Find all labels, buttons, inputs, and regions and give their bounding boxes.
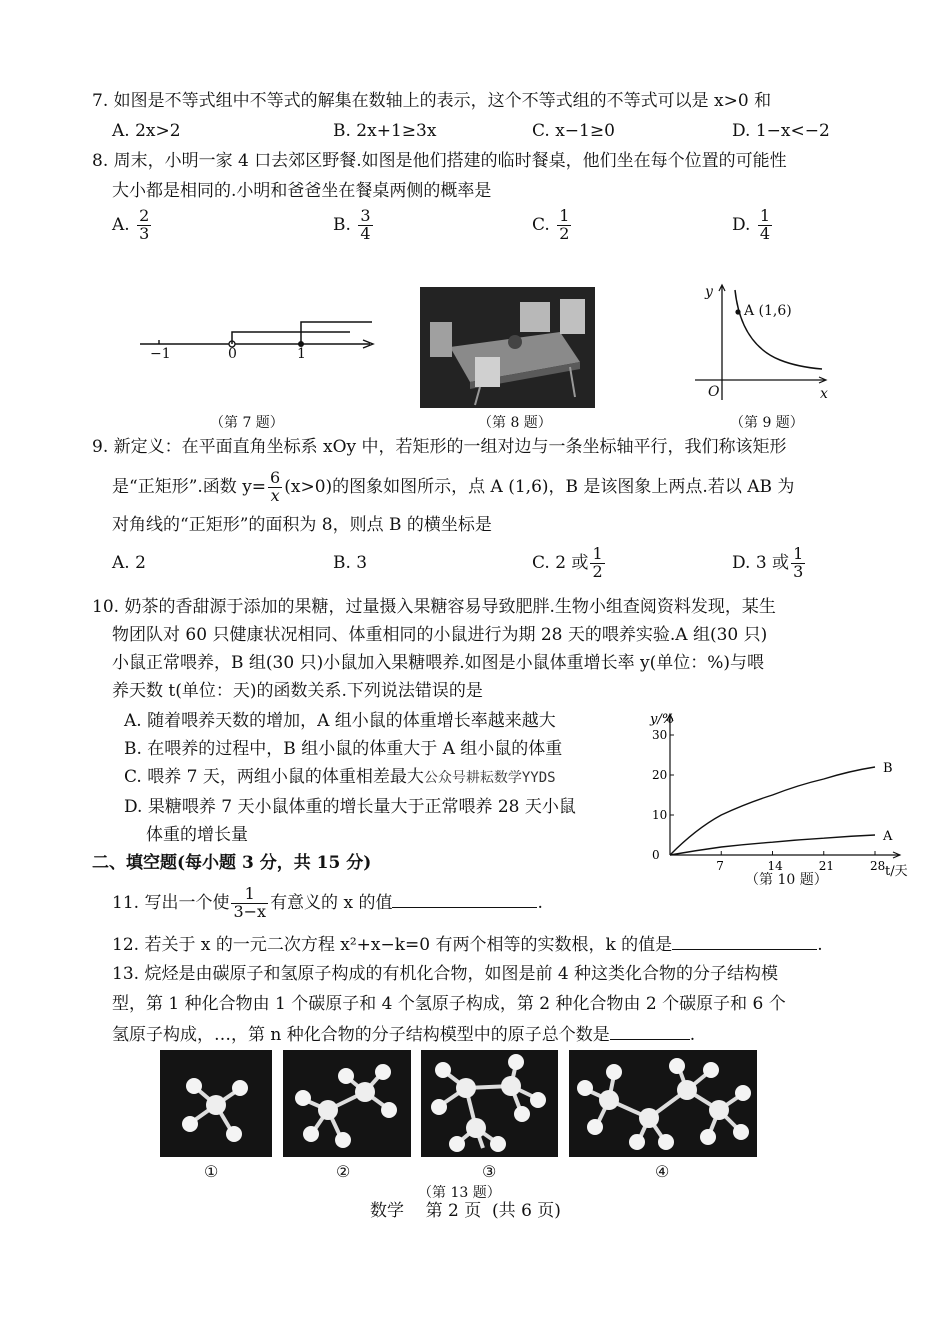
q10-weight-growth-chart <box>640 705 920 885</box>
q7-option-b: B. 2x+1≥3x <box>333 121 437 141</box>
q8-option-c: C. $\frac{1}{2}$ <box>532 206 570 243</box>
q13-caption: （第 13 题） <box>418 1185 501 1201</box>
molecule-label-4: ④ <box>655 1162 670 1181</box>
molecule-label-2: ② <box>336 1162 351 1181</box>
y-tick-label-10: 10 <box>652 808 668 822</box>
q10-line3: 小鼠正常喂养，B 组(30 只)小鼠加入果糖喂养.如图是小鼠体重增长率 y(单位：%)与喂 <box>112 653 765 673</box>
q9-option-a: A. 2 <box>112 553 146 573</box>
q10-option-d-line1: D. 果糖喂养 7 天小鼠体重的增长量大于正常喂养 28 天小鼠 <box>124 797 576 817</box>
q10-line2: 物团队对 60 只健康状况相同、体重相同的小鼠进行为期 28 天的喂养实验.A 组(30 只) <box>112 625 768 645</box>
page-footer: 数学 第 2 页 (共 6 页) <box>370 1201 561 1221</box>
q13-line1: 13. 烷烃是由碳原子和氢原子构成的有机化合物，如图是前 4 种这类化合物的分子结构模 <box>112 964 779 984</box>
q8-stem-line1: 8. 周末，小明一家 4 口去郊区野餐.如图是他们搭建的临时餐桌，他们坐在每个位置的可能性 <box>92 151 787 171</box>
chart-xlabel: t/天 <box>885 864 908 879</box>
q11: 11. 写出一个使 $\frac{1}{3-x}$ 有意义的 x 的值 . <box>112 884 543 921</box>
x-tick-label-14: 14 <box>767 859 783 873</box>
molecule-1-image <box>160 1050 272 1157</box>
watermark: 公众号耕耘数学YYDS <box>423 770 556 786</box>
fig8-caption: （第 8 题） <box>478 415 552 431</box>
q8-option-b: B. $\frac{3}{4}$ <box>333 206 371 243</box>
q8-option-a: A. $\frac{2}{3}$ <box>112 206 150 243</box>
fig7-caption: （第 7 题） <box>210 415 284 431</box>
q8-stem-line2: 大小都是相同的.小明和爸爸坐在餐桌两侧的概率是 <box>112 181 492 201</box>
fig9-point-a: A (1,6) <box>744 303 792 319</box>
fig7-tick-1: 1 <box>297 346 306 362</box>
q10-line4: 养天数 t(单位：天)的函数关系.下列说法错误的是 <box>112 681 483 701</box>
q10-caption: （第 10 题） <box>745 872 828 888</box>
fig7-tick-neg1: −1 <box>150 346 171 362</box>
q10-option-d-line2: 体重的增长量 <box>146 825 248 845</box>
q12-answer-blank[interactable] <box>672 933 817 950</box>
molecule-3-image <box>421 1050 558 1157</box>
q9-line2: 是“正矩形”.函数 y= $\frac{6}{x}$ (x>0)的图象如图所示，点 A (1,6)，B 是该图象上两点.若以 AB 为 <box>112 468 795 505</box>
q8-option-d: D. $\frac{1}{4}$ <box>732 206 771 243</box>
molecule-2-image <box>283 1050 411 1157</box>
q13-line2: 型，第 1 种化合物由 1 个碳原子和 4 个氢原子构成，第 2 种化合物由 2 个碳原子和 6 个 <box>112 994 786 1014</box>
y-tick-label-30: 30 <box>652 728 668 742</box>
x-tick-label-7: 7 <box>716 859 724 873</box>
q13-answer-blank[interactable] <box>610 1023 690 1040</box>
fig9-origin: O <box>708 384 720 400</box>
fig9-x-label: x <box>820 386 828 402</box>
series-label-B: B <box>883 761 893 776</box>
q12: 12. 若关于 x 的一元二次方程 x²+x−k=0 有两个相等的实数根，k 的值是 . <box>112 935 823 955</box>
fig9-y-label: y <box>705 284 713 300</box>
series-label-A: A <box>883 829 893 844</box>
q9-option-d: D. 3 或 $\frac{1}{3}$ <box>732 544 804 581</box>
fig7-number-line <box>135 310 380 370</box>
q9-option-b: B. 3 <box>333 553 368 573</box>
molecule-label-1: ① <box>204 1162 219 1181</box>
x-tick-label-21: 21 <box>818 859 835 873</box>
q9-line3: 对角线的“正矩形”的面积为 8，则点 B 的横坐标是 <box>112 515 492 535</box>
q7-option-a: A. 2x>2 <box>112 121 181 141</box>
q9-option-c: C. 2 或 $\frac{1}{2}$ <box>532 544 603 581</box>
fig9-caption: （第 9 题） <box>730 415 804 431</box>
section-fill-in-title: 二、填空题(每小题 3 分，共 15 分) <box>92 853 372 873</box>
q10-option-b: B. 在喂养的过程中，B 组小鼠的体重大于 A 组小鼠的体重 <box>124 739 563 759</box>
x-tick-label-28: 28 <box>870 859 886 873</box>
q10-option-a: A. 随着喂养天数的增加，A 组小鼠的体重增长率越来越大 <box>124 711 556 731</box>
fig7-tick-0: 0 <box>228 346 237 362</box>
q7-option-d: D. 1−x<−2 <box>732 121 830 141</box>
q10-option-c: C. 喂养 7 天，两组小鼠的体重相差最大公众号耕耘数学YYDS <box>124 767 556 787</box>
q10-line1: 10. 奶茶的香甜源于添加的果糖，过量摄入果糖容易导致肥胖.生物小组查阅资料发现，某生 <box>92 597 776 617</box>
molecule-4-image <box>569 1050 757 1157</box>
y-tick-label-0: 0 <box>652 848 660 862</box>
q9-line1: 9. 新定义：在平面直角坐标系 xOy 中，若矩形的一组对边与一条坐标轴平行，我们称该矩形 <box>92 437 787 457</box>
fig8-picnic-table-photo <box>420 287 595 408</box>
molecule-label-3: ③ <box>482 1162 497 1181</box>
q13-line3: 氢原子构成，…，第 n 种化合物的分子结构模型中的原子总个数是 . <box>112 1025 696 1045</box>
y-tick-label-20: 20 <box>652 768 668 782</box>
q7-stem: 7. 如图是不等式组中不等式的解集在数轴上的表示，这个不等式组的不等式可以是 x>0 和 <box>92 91 772 111</box>
q7-option-c: C. x−1≥0 <box>532 121 615 141</box>
chart-ylabel: y/% <box>650 712 675 727</box>
q11-answer-blank[interactable] <box>392 891 537 908</box>
